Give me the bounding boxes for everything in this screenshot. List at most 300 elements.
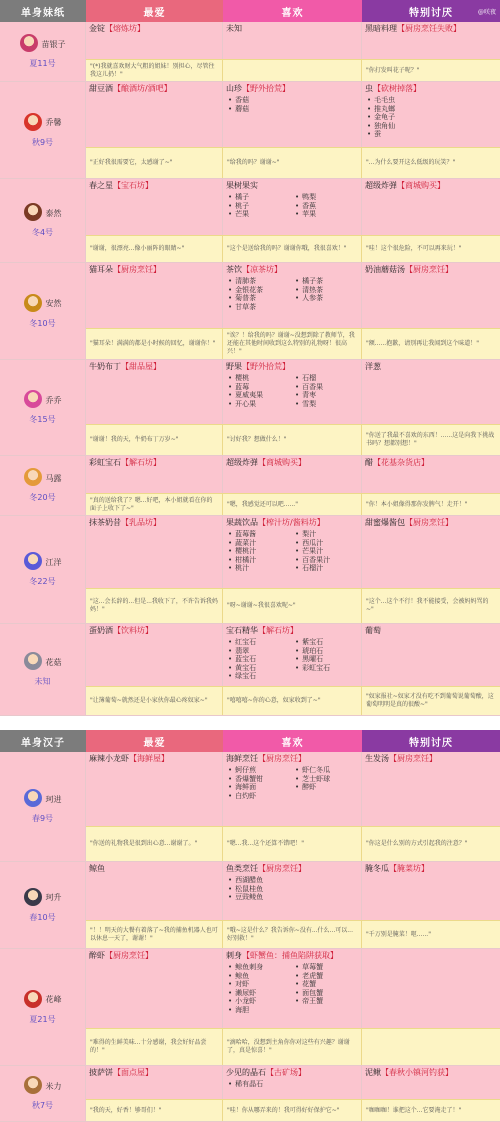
hate-source: 【厨房烹饪失败】 — [397, 24, 461, 33]
like-sub-item: • 豆豉鲮鱼 — [228, 893, 358, 902]
character-info — [0, 862, 86, 948]
fav-item — [89, 1068, 219, 1078]
character-name: 泰然 — [45, 208, 62, 218]
like-sub-item: • 海鲜面 — [228, 783, 291, 792]
character-name-line — [24, 888, 62, 908]
like-sub-item: • 夏威夷果 — [228, 391, 291, 400]
reaction-quote: "咖咖咖！谁把这个...它要淹走了！" — [366, 1106, 462, 1114]
watermark: @咲夜 — [477, 9, 496, 16]
character-row — [0, 949, 500, 1066]
reaction-quotes — [86, 1099, 500, 1121]
like-sub-item: • 柑橘汁 — [228, 556, 291, 565]
reaction-quote: "你这是什么别的方式引起我的注意？" — [366, 840, 468, 847]
character-row — [0, 456, 500, 516]
like-source: 【榨汁坊/酱料坊】 — [258, 518, 325, 527]
like-sub-item: • 红宝石 — [228, 638, 291, 647]
reaction-quote: "谢谢！我的天，牛奶布丁万岁~" — [86, 425, 223, 455]
like-name: 茶饮 — [226, 265, 242, 274]
character-name: 乔乔 — [45, 395, 62, 405]
like-sub-item: • 桃子 — [228, 202, 291, 211]
reaction-quotes — [86, 493, 500, 515]
like-cell — [223, 263, 362, 328]
hate-name: 腌冬瓜 — [365, 864, 389, 873]
fav-source: 【熔炼坊】 — [105, 24, 145, 33]
like-sub-item: • 蓝莓 — [228, 383, 291, 392]
hate-sub-item: • 推丸螂 — [367, 105, 497, 114]
hate-name: 洋葱 — [365, 362, 381, 371]
like-source: 【厨房烹饪】 — [258, 754, 306, 763]
character-name: 乔馨 — [45, 118, 62, 127]
fav-item — [89, 754, 219, 764]
like-sub-item: • 石榴 — [295, 374, 358, 383]
like-sub-item: • 老虎蟹 — [295, 972, 358, 981]
like-sub-item: • 芝士虾球 — [295, 775, 358, 784]
hate-name: 虫 — [365, 84, 373, 93]
reaction-quote: "呀~谢谢~我很喜欢呢~" — [223, 589, 362, 623]
hate-cell — [362, 1066, 500, 1099]
like-sub-item: • 对虾 — [228, 980, 291, 989]
like-item — [226, 265, 358, 275]
like-item — [226, 24, 358, 34]
like-sub-item: • 石榴汁 — [295, 564, 358, 573]
character-row — [0, 82, 500, 179]
hate-name: 生发汤 — [365, 754, 389, 763]
header-col-hate: 特别讨厌 @咲夜 — [362, 0, 500, 22]
reaction-quote: "你送的礼物我是很到出心意...谢谢了。" — [86, 827, 223, 861]
like-name: 海鲜烹饪 — [226, 754, 258, 763]
like-sub-list — [226, 766, 358, 800]
fav-cell — [86, 516, 223, 588]
hate-item — [365, 864, 497, 874]
girls-header — [0, 0, 500, 22]
like-name: 果树果实 — [226, 181, 258, 190]
hate-name: 甜蜜爆酱包 — [365, 518, 405, 527]
birthday: 冬4号 — [31, 228, 54, 237]
hate-cell — [362, 22, 500, 59]
like-name: 山珍 — [226, 84, 242, 93]
character-name: 珂进 — [45, 794, 62, 804]
like-sub-item: • 琥珀石 — [295, 647, 358, 656]
reaction-quotes — [86, 686, 500, 715]
like-cell — [223, 456, 362, 493]
hate-item — [365, 1068, 497, 1078]
hate-cell — [362, 516, 500, 588]
like-name: 刺身 — [226, 951, 242, 960]
gift-grid — [86, 263, 500, 359]
reaction-quote: "奴家报社~奴家才没有吃不到葡萄说葡萄酸，这葡萄明明是真的很酸~" — [366, 693, 494, 708]
fav-cell — [86, 456, 223, 493]
hate-item — [365, 84, 497, 94]
reaction-quote: "谢谢，很漂亮...像小丽阵的眼睛~" — [86, 236, 223, 262]
hate-cell — [362, 360, 500, 424]
character-row — [0, 752, 500, 862]
character-name-line — [24, 294, 62, 314]
like-cell — [223, 1066, 362, 1099]
hate-item — [365, 362, 497, 372]
fav-name: 醉虾 — [89, 951, 105, 960]
hate-cell — [362, 456, 500, 493]
character-row — [0, 22, 500, 82]
gift-grid — [86, 22, 500, 81]
fav-name: 彩虹宝石 — [89, 458, 121, 467]
character-name-line — [24, 203, 62, 223]
avatar — [24, 203, 42, 221]
avatar — [24, 789, 42, 807]
like-sub-item: • 稀有晶石 — [228, 1080, 358, 1089]
character-name-line — [24, 390, 62, 410]
gift-grid — [86, 624, 500, 715]
fav-item — [89, 518, 219, 528]
reaction-quote: "这...会长辞的...但是...我收下了，不许告诉我妈妈！" — [86, 589, 223, 623]
fav-item — [89, 24, 219, 34]
character-info — [0, 949, 86, 1065]
like-cell — [223, 624, 362, 686]
like-sub-item: • 鲸鱼刺身 — [228, 963, 291, 972]
like-source: 【厨房烹饪】 — [258, 864, 306, 873]
gift-items — [86, 516, 500, 588]
character-row — [0, 360, 500, 456]
reaction-quotes — [86, 59, 500, 81]
fav-source: 【厨房烹饪】 — [113, 265, 161, 274]
reaction-quotes — [86, 328, 500, 359]
reaction-quote — [223, 60, 362, 81]
character-info — [0, 1066, 86, 1121]
hate-cell — [362, 752, 500, 826]
birthday: 冬22号 — [29, 577, 56, 586]
like-cell — [223, 862, 362, 920]
like-sub-item: • 青枣 — [295, 391, 358, 400]
like-sub-item: • 西湖醋鱼 — [228, 876, 358, 885]
hate-item — [365, 458, 497, 468]
like-name: 未知 — [226, 24, 242, 33]
reaction-quote: "正好我很需要它，太感谢了~" — [86, 148, 223, 178]
fav-cell — [86, 624, 223, 686]
character-name: 江洋 — [45, 557, 62, 567]
like-name: 果蔬饮品 — [226, 518, 258, 527]
avatar — [24, 1076, 42, 1094]
reaction-quote: "猫耳朵！满满的都是小时候的回忆，谢谢你！" — [86, 329, 223, 359]
gift-items — [86, 179, 500, 235]
like-sub-item: • 香菇 — [228, 96, 358, 105]
hate-cell — [362, 624, 500, 686]
like-cell — [223, 22, 362, 59]
like-cell — [223, 179, 362, 235]
birthday: 春9号 — [31, 814, 54, 823]
reaction-quote: "哇！这个很危险，不可以再来玩！" — [366, 245, 462, 252]
like-sub-item: • 醉虾 — [295, 783, 358, 792]
hate-item — [365, 626, 497, 636]
reaction-quote: "让簿葡萄~就然还是小家伙你最心疼奴家~" — [86, 687, 223, 715]
like-item — [226, 181, 358, 191]
character-name: 马露 — [45, 473, 62, 483]
like-source: 【古矿场】 — [266, 1068, 306, 1077]
like-sub-item: • 松鼠桂鱼 — [228, 885, 358, 894]
birthday: 未知 — [34, 677, 51, 686]
character-name-line — [20, 34, 66, 54]
like-item — [226, 951, 358, 961]
hate-source: 【腌菜坊】 — [389, 864, 429, 873]
character-row — [0, 516, 500, 624]
hate-name: 葡萄 — [365, 626, 381, 635]
hate-cell — [362, 179, 500, 235]
hate-source: 【厨房烹饪】 — [405, 518, 453, 527]
like-item — [226, 458, 358, 468]
like-sub-item: • 西瓜汁 — [295, 539, 358, 548]
hate-item — [365, 518, 497, 528]
like-sub-list — [226, 193, 358, 219]
reaction-quote — [362, 1029, 500, 1065]
like-source: 【解石坊】 — [258, 626, 298, 635]
character-name-line — [24, 652, 62, 672]
reaction-quote: "你！本小姐像得那你发脾气！走开！" — [366, 500, 468, 508]
hate-source: 【厨房烹饪】 — [389, 754, 437, 763]
like-sub-item: • 草莓蟹 — [295, 963, 358, 972]
reaction-quote: "滴哈哈，没想到主角你你对这些有兴趣？谢谢了，真是惊喜！" — [223, 1029, 362, 1065]
hate-name: 泥鳅 — [365, 1068, 381, 1077]
fav-source: 【宝石坊】 — [113, 181, 153, 190]
like-sub-item: • 菊普茶 — [228, 294, 291, 303]
like-sub-item: • 清热茶 — [295, 286, 358, 295]
fav-name: 抹茶奶昔 — [89, 518, 121, 527]
hate-sub-item: • 毛毛虫 — [367, 96, 497, 105]
fav-source: 【酿酒坊/酒吧】 — [113, 84, 172, 93]
gift-grid — [86, 179, 500, 262]
character-row — [0, 862, 500, 949]
fav-name: 披萨饼 — [89, 1068, 113, 1077]
like-source: 【野外拾荒】 — [242, 362, 290, 371]
birthday: 秋7号 — [31, 1101, 54, 1110]
like-sub-item: • 人参茶 — [295, 294, 358, 303]
like-sub-item: • 芒果汁 — [295, 547, 358, 556]
character-row — [0, 263, 500, 360]
fav-item — [89, 84, 219, 94]
like-sub-list — [226, 277, 358, 311]
like-sub-item: • 苹果 — [295, 210, 358, 219]
like-sub-list — [226, 963, 358, 1015]
fav-name: 春之星 — [89, 181, 113, 190]
like-sub-item: • 蔬菜汁 — [228, 539, 291, 548]
like-sub-item: • 花蟹 — [295, 980, 358, 989]
reaction-quote: "哦~这是什么？我告诉你~没有...什么...可以...好别救！" — [223, 921, 362, 948]
gift-grid — [86, 949, 500, 1065]
avatar — [24, 468, 42, 486]
like-sub-item: • 海胆 — [228, 1006, 291, 1015]
like-name: 野果 — [226, 362, 242, 371]
like-sub-item: • 樱桃 — [228, 374, 291, 383]
avatar — [24, 652, 42, 670]
fav-name: 牛奶布丁 — [89, 362, 121, 371]
reaction-quote: "...为什么要开这么低级的玩笑？" — [366, 159, 456, 166]
like-sub-item: • 百香果汁 — [295, 556, 358, 565]
gift-grid — [86, 360, 500, 455]
reaction-quote: "诶？！给我的吗？谢谢~没想到除了教师节，我还能在其他时间收到这么特别的礼物呀！很高兴！" — [223, 329, 362, 359]
hate-sub-list — [365, 96, 497, 139]
character-name-line — [24, 468, 62, 488]
reaction-quotes — [86, 588, 500, 623]
like-sub-list — [226, 876, 358, 902]
like-sub-list — [226, 530, 358, 573]
reaction-quote: "哇！你从哪弄来的！我可得好好保护它~" — [223, 1100, 362, 1121]
character-info — [0, 179, 86, 262]
hate-item — [365, 754, 497, 764]
header-col-name: 单身妹纸 — [0, 0, 86, 22]
header-col-name: 单身汉子 — [0, 730, 86, 752]
like-sub-item: • 紫宝石 — [295, 638, 358, 647]
hate-name: 醋 — [365, 458, 373, 467]
gift-grid — [86, 82, 500, 178]
hate-sub-item: • 独角仙 — [367, 122, 497, 131]
character-info — [0, 456, 86, 515]
avatar — [24, 294, 42, 312]
hate-sub-item: • 金龟子 — [367, 113, 497, 122]
hate-item — [365, 181, 497, 191]
like-sub-item: • 甘草茶 — [228, 303, 291, 312]
like-sub-item: • 金银花茶 — [228, 286, 291, 295]
gift-items — [86, 949, 500, 1028]
fav-cell — [86, 263, 223, 328]
header-col-favorite: 最爱 — [86, 0, 223, 22]
reaction-quote: "千万别是腌菜！呕......" — [366, 930, 431, 938]
character-row — [0, 1066, 500, 1122]
like-sub-item: • 蚵仔煎 — [228, 766, 291, 775]
reaction-quote: "你打发叫花子呢？" — [366, 66, 420, 74]
avatar — [24, 990, 42, 1008]
fav-source: 【乳品坊】 — [121, 518, 161, 527]
fav-item — [89, 265, 219, 275]
hate-source: 【春秋小镇河钓获】 — [381, 1068, 453, 1077]
reaction-quote: "给我的吗？谢谢~" — [223, 148, 362, 178]
avatar — [24, 552, 42, 570]
like-cell — [223, 516, 362, 588]
gift-items — [86, 862, 500, 920]
header-col-like: 喜欢 — [223, 0, 362, 22]
birthday: 秋9号 — [31, 137, 54, 147]
like-sub-item: • 开心果 — [228, 400, 291, 409]
birthday: 夏21号 — [29, 1014, 56, 1024]
reaction-quotes — [86, 235, 500, 262]
character-name-line — [24, 789, 62, 809]
reaction-quote: "这个...这个不行！我不能接受，会被妈妈骂的~" — [366, 598, 489, 613]
character-info — [0, 360, 86, 455]
reaction-quote: "！！明天的大餐有着落了~我的捕鱼机器人也可以休息一天了，谢谢！" — [86, 921, 223, 948]
birthday: 冬20号 — [29, 493, 56, 502]
fav-cell — [86, 179, 223, 235]
like-item — [226, 864, 358, 874]
hate-sub-item: • 蚕 — [367, 130, 497, 139]
fav-cell — [86, 752, 223, 826]
like-item — [226, 84, 358, 94]
character-info — [0, 516, 86, 623]
fav-source: 【厨房烹饪】 — [105, 951, 153, 960]
hate-item — [365, 24, 497, 34]
reaction-quote: "嗯，我感觉还可以吧......" — [223, 494, 362, 515]
avatar — [24, 113, 42, 131]
reaction-quote: "额......抱歉，请别再让我闻到这个味道！" — [366, 340, 479, 347]
like-cell — [223, 360, 362, 424]
like-source: 【凉茶坊】 — [242, 265, 282, 274]
avatar — [20, 34, 38, 52]
fav-cell — [86, 862, 223, 920]
character-name-line — [24, 113, 62, 133]
character-name: 花菇 — [45, 657, 62, 667]
character-info — [0, 263, 86, 359]
like-cell — [223, 949, 362, 1028]
fav-cell — [86, 949, 223, 1028]
like-sub-item: • 香爆蟹钳 — [228, 775, 291, 784]
birthday: 冬10号 — [29, 318, 56, 328]
fav-source: 【面点屋】 — [113, 1068, 153, 1077]
fav-source: 【解石坊】 — [121, 458, 161, 467]
character-name-line — [24, 552, 62, 572]
hate-source: 【砍树掉落】 — [373, 84, 421, 93]
avatar — [24, 888, 42, 906]
like-source: 【野外拾荒】 — [242, 84, 290, 93]
boys-section — [0, 730, 500, 1122]
character-name: 安然 — [45, 299, 62, 308]
hate-name: 超级炸弹 — [365, 181, 397, 190]
fav-name: 猫耳朵 — [89, 265, 113, 274]
fav-source: 【甜品屋】 — [121, 362, 161, 371]
like-sub-item: • 黑曜石 — [295, 655, 358, 664]
fav-name: 甜豆酒 — [89, 84, 113, 93]
gift-items — [86, 82, 500, 147]
like-sub-item: • 蘑菇 — [228, 105, 358, 114]
like-sub-list — [226, 96, 358, 113]
like-sub-list — [226, 1080, 358, 1089]
like-sub-item: • 香蕉 — [295, 202, 358, 211]
character-info — [0, 624, 86, 715]
fav-cell — [86, 82, 223, 147]
like-sub-item: • 黄宝石 — [228, 664, 291, 673]
like-item — [226, 1068, 358, 1078]
fav-source: 【海鲜屋】 — [129, 754, 169, 763]
like-sub-item: • 鲸鱼 — [228, 972, 291, 981]
gift-grid — [86, 516, 500, 623]
reaction-quotes — [86, 826, 500, 861]
fav-name: 麻辣小龙虾 — [89, 754, 129, 763]
like-source: 【虾蟹鱼：捕鱼陷阱获取】 — [242, 951, 338, 960]
header-col-like: 喜欢 — [223, 730, 362, 752]
like-source: 【商城购买】 — [258, 458, 306, 467]
like-sub-item: • 白灼虾 — [228, 792, 291, 801]
fav-cell — [86, 360, 223, 424]
character-name-line — [24, 990, 62, 1010]
hate-cell — [362, 82, 500, 147]
like-name: 宝石精华 — [226, 626, 258, 635]
character-info — [0, 22, 86, 81]
hate-item — [365, 265, 497, 275]
birthday: 夏11号 — [29, 59, 56, 68]
like-sub-item: • 蓝宝石 — [228, 655, 291, 664]
character-row — [0, 179, 500, 263]
hate-source: 【花基杂货店】 — [373, 458, 429, 467]
character-info — [0, 82, 86, 178]
like-sub-item: • 桃汁 — [228, 564, 291, 573]
character-name-line — [24, 1076, 62, 1096]
fav-cell — [86, 22, 223, 59]
fav-item — [89, 181, 219, 191]
like-sub-item: • 蓝莓酱 — [228, 530, 291, 539]
reaction-quote: "你送了我最不喜欢的东西！......这是向我下挑战书吗？想都别想！" — [366, 432, 495, 447]
fav-cell — [86, 1066, 223, 1099]
reaction-quote: "我的天，好香！够哥们！" — [86, 1100, 223, 1121]
birthday: 冬15号 — [29, 415, 56, 424]
character-info — [0, 752, 86, 861]
like-sub-item: • 橘子茶 — [295, 277, 358, 286]
fav-name: 金锭 — [89, 24, 105, 33]
gift-items — [86, 1066, 500, 1099]
reaction-quotes — [86, 1028, 500, 1065]
